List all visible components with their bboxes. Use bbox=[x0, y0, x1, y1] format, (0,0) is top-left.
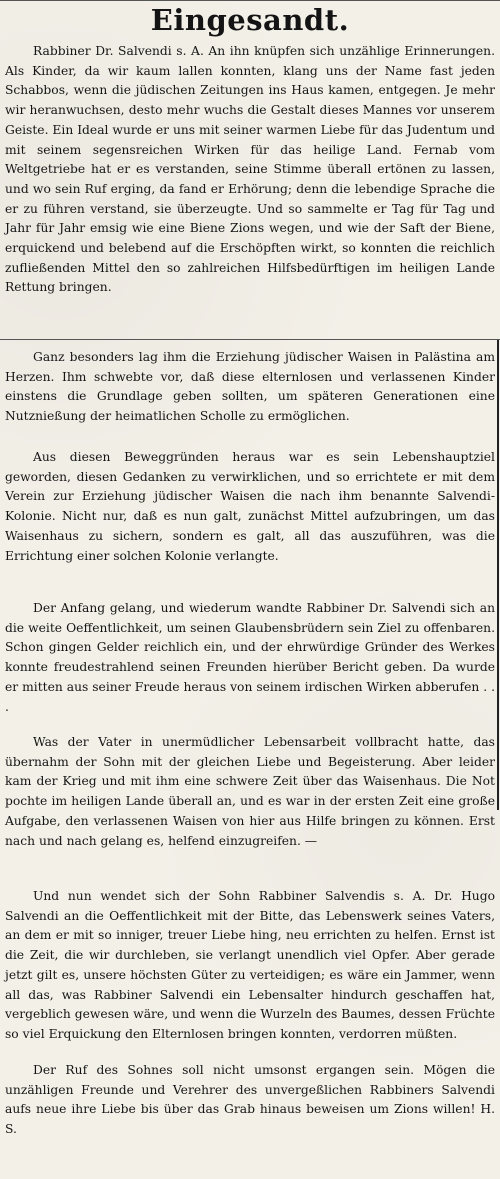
paragraph-1: Rabbiner Dr. Salvendi s. A. An ihn knüpfen sich unzählige Erinnerungen. Als Kinder, da wir kaum lallen konnten, klang uns der Name fast jeden Schabbos, wenn die jüdischen Zeitungen ins Haus kamen, entgegen. Je mehr wir heranwuchsen, desto mehr wuchs die Gestalt dieses Mannes vor unserem Geiste. Ein Ideal wurde er uns mit seiner warmen Liebe für das Judentum und mit seinem segensreichen Wirken für das heilige Land. Fernab vom Weltgetriebe hat er es verstanden, seine Stimme überall ertönen zu lassen, und wo sein Ruf erging, da fand er Erhörung; denn die lebendige Sprache die er zu führen verstand, sie überzeugte. Und so sammelte er Tag für Tag und Jahr für Jahr emsig wie eine Biene Zions wegen, und wie der Saft der Biene, erquickend und belebend auf die Erschöpften wirkt, so konnten die reichlich zufließenden Mittel den so zahlreichen Hilfsbedürftigen im heiligen Lande Rettung bringen. bbox=[5, 44, 495, 295]
paragraph-7: Der Ruf des Sohnes soll nicht umsonst ergangen sein. Mögen die unzähligen Freunde und Verehrer des unvergeßlichen Rabbiners Salvendi aufs neue ihre Liebe bis über das Grab hinaus beweisen um Zions willen! H. S. bbox=[5, 1063, 495, 1137]
paragraph-3: Aus diesen Beweggründen heraus war es sein Lebenshauptziel geworden, diesen Gedanken zu verwirklichen, und so errichtete er mit dem Verein zur Erziehung jüdischer Waisen die nach ihm benannte Salvendi-Kolonie. Nicht nur, daß es nun galt, zunächst Mittel aufzubringen, um das Waisenhaus zu sichern, sondern es galt, all das auszuführen, was die Errichtung einer solchen Kolonie verlangte. bbox=[5, 450, 495, 563]
column-edge-rule bbox=[497, 340, 499, 810]
paragraph-6: Und nun wendet sich der Sohn Rabbiner Salvendis s. A. Dr. Hugo Salvendi an die Oeffentlichkeit mit der Bitte, das Lebenswerk seines Vaters, an dem er mit so inniger, treuer Liebe hing, neu errichten zu helfen. Ernst ist die Zeit, die wir durchleben, sie verlangt unendlich viel Opfer. Aber gerade jetzt gilt es, unsere höchsten Güter zu verteidigen; es wäre ein Jammer, wenn all das, was Rabbiner Salvendi ein Lebensalter hindurch geschaffen hat, vergeblich gewesen wäre, und wenn die Wurzeln des Baumes, dessen Früchte so viel Erquickung den Elternlosen bringen konnten, verdorren müßten. bbox=[5, 889, 495, 1041]
paragraph-5: Was der Vater in unermüdlicher Lebensarbeit vollbracht hatte, das übernahm der Sohn mit der gleichen Liebe und Begeisterung. Aber leider kam der Krieg und mit ihm eine schwere Zeit über das Waisenhaus. Die Not pochte im heiligen Lande überall an, und es war in der ersten Zeit eine große Aufgabe, den verlassenen Waisen von hier aus Hilfe bringen zu können. Erst nach und nach gelang es, helfend einzugreifen. — bbox=[5, 735, 495, 848]
article-title: Eingesandt. bbox=[150, 3, 350, 37]
paragraph-4: Der Anfang gelang, und wiederum wandte Rabbiner Dr. Salvendi sich an die weite Oeffentlichkeit, um seinen Glaubensbrüdern sein Ziel zu offenbaren. Schon gingen Gelder reichlich ein, und der ehrwürdige Gründer des Werkes konnte freudestrahlend seinen Freunden hierüber Bericht geben. Da wurde er mitten aus seiner Freude heraus von seinem irdischen Wirken abberufen . . . bbox=[5, 601, 495, 714]
paragraph-2: Ganz besonders lag ihm die Erziehung jüdischer Waisen in Palästina am Herzen. Ihm schwebte vor, daß diese elternlosen und verlassenen Kinder einstens die Grundlage geben sollten, um späteren Generationen eine Nutznießung der heimatlichen Scholle zu ermöglichen. bbox=[5, 350, 495, 424]
top-rule bbox=[0, 0, 500, 1]
column-divider bbox=[0, 339, 500, 340]
